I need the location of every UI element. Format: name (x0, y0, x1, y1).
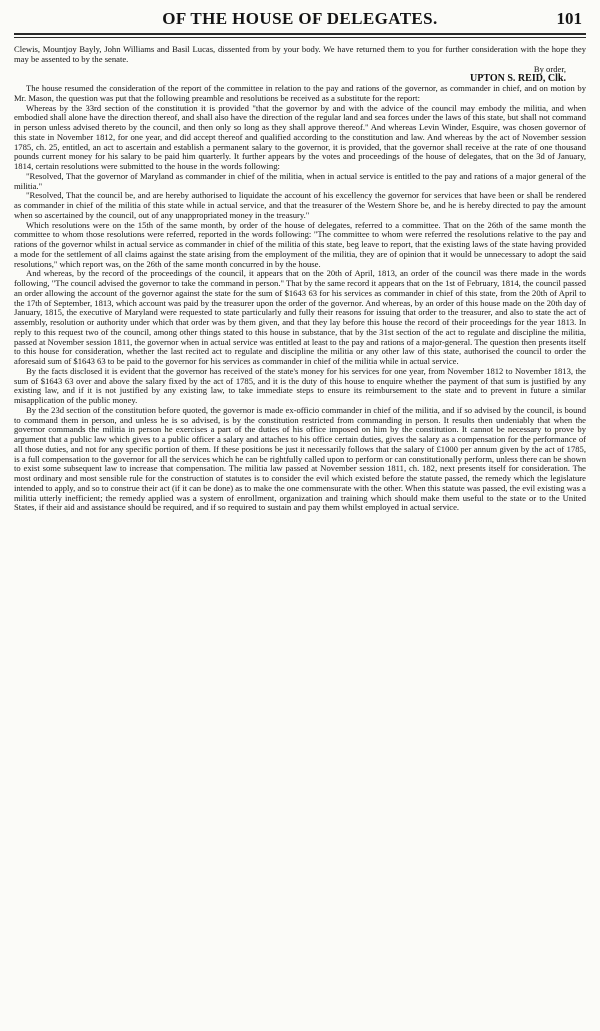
header-rule-thin (14, 37, 586, 38)
paragraph-23d-section: By the 23d section of the constitution before quoted, the governor is made ex-officio commander in chief of the militia, and if so advised by the council, is bound to command them in person, and unless he is so advised, is by the constitution restricted from commanding in person. It results then undeniably that when the governor commands the militia in person he exercises a part of the duties of his office imposed on him by the constitution. It cannot be necessary to prove by argument that a public law which gives to a public officer a salary and attaches to his office certain duties, gives the salary as a compensation for the performance of all those duties, and not for any specific portion of them. If these positions be just it necessarily follows that the salary of £1000 per annum given by the act of 1785, is a full compensation to the governor for all the services which he can be rightfully called upon to perform or can constitutionally perform, unless there can be shown to exist some subsequent law to increase that compensation. The militia law passed at November session 1811, ch. 182, next presents itself for consideration. The most ordinary and most sensible rule for the construction of statutes is to consider the evil which existed before the statute passed, the remedy which the legislature intended to apply, and so to construe their act (if it can be done) as to make the one commensurate with the other. When this statute was passed, the evil existing was a militia utterly inefficient; the remedy applied was a system of enrollment, organization and training which should make them useful to the state or to the United States, if their aid and assistance should be required, and if so required to sustain and pay them whilst employed in actual service. (14, 404, 586, 513)
paragraph-resolved-council: "Resolved, That the council be, and are hereby authorised to liquidate the account of his excellency the governor for services that have been or shall be rendered as commander in chief of the militia of this state while in actual service, and that the treasurer of the Western Shore be, and he is hereby directed to pay the amount when so ascertained by the council, out of any unappropriated money in the treasury." (14, 190, 586, 220)
page-number: 101 (556, 9, 582, 28)
paragraph-council-record: And whereas, by the record of the proceedings of the council, it appears that on the 20th of April, 1813, an order of the council was there made in the words following, "The council advised the governor to take the command in person." That by the same record it appears that on the 1st of February, 1814, the council passed an order allowing the account of the governor against the state for the sum of $1643 63 for his services as commander in chief of this state, from the 20th of April to the 17th of September, 1813, which account was paid by the treasurer upon the order of the governor. And whereas, by an order of this house made on the 20th day of January, 1815, the executive of Maryland were requested to state particularly and fully their reasons for issuing that order to the treasurer, and also to state the act of assembly, resolution or authority under which that order was by them given, and that they lay before this house the record of their proceedings for the year 1813. In reply to this request two of the council, among other things stated to this house in substance, that by the 31st section of the act to regulate and discipline the militia, passed at November session 1811, the governor when in actual service was entitled at least to the pay and rations of a major-general. The question then presents itself to this house for consideration, whether the last recited act to regulate and discipline the militia or any other law of this state, authorised the council to order the aforesaid sum of $1643 63 to be paid to the governor for his services as commander in chief of the militia while in actual service. (14, 268, 586, 366)
clerk-signature: UPTON S. REID, Clk. (470, 73, 566, 85)
page-header (14, 3, 586, 43)
body-text (14, 45, 586, 1029)
header-rule (14, 33, 586, 35)
paragraph-house-resumed: The house resumed the consideration of the report of the committee in relation to the pay and rations of the governor, as commander in chief, and on motion by Mr. Mason, the question was put that the following preamble and resolutions be received as a substitute for the report: (14, 83, 586, 103)
opening-paragraph: Clewis, Mountjoy Bayly, John Williams and Basil Lucas, dissented from by your body. We have returned them to you for further consideration with the hope they may be assented to by the senate. (14, 45, 586, 64)
paragraph-resolved-pay: "Resolved, That the governor of Maryland as commander in chief of the militia, when in actual service is entitled to the pay and rations of a major general of the militia." (14, 170, 586, 191)
paragraph-committee-report: Which resolutions were on the 15th of the same month, by order of the house of delegates, referred to a committee. That on the 26th of the same month the committee to whom those resolutions were referred, reported in the words following: "The committee to whom were referred the resolutions relative to the pay and rations of the governor whilst in actual service as commander in chief of the militia of this state, beg leave to report, that the existing laws of the state having provided a mode for the settlement of all claims against the state arising from the employment of the militia, they are of opinion that it would be unnecessary to adopt the said resolutions," which report was, on the 26th of the same month concurred in by the house. (14, 219, 586, 269)
running-head: OF THE HOUSE OF DELEGATES. (162, 9, 438, 28)
by-order: By order, (533, 63, 566, 74)
paragraph-facts-disclosed: By the facts disclosed it is evident that the governor has received of the state's money for his services for one year, from November 1812 to November 1813, the sum of $1643 63 over and above the salary fixed by the act of 1785, and it is the duty of this house to enquire whether the payment of that sum is justified by any existing law, and if it is not justified by any existing law, to take immediate steps to ensure its reimbursement to the state and to prevent in future a similar misapplication of the public money. (14, 365, 586, 405)
paragraph-whereas-constitution: Whereas by the 33rd section of the constitution it is provided "that the governor by and with the advice of the council may embody the militia, and when embodied shall alone have the direction thereof, and shall also have the direction of the regular land and sea forces under the laws of this state, but shall not command in person unless advised thereto by the council, and then only so long as they shall approve thereof." And whereas Levin Winder, Esquire, was chosen governor of this state in November 1812, for one year, and did accept thereof and qualified according to the constitution and law. And whereas by the act of November session 1785, ch. 25, entitled, an act to ascertain and establish a permanent salary to the governor, it is provided, that the governor shall receive at the rate of one thousand pounds current money for his salary to be paid him quarterly. It further appears by the votes and proceedings of the house of delegates, that on the 3d of January, 1814, certain resolutions were submitted to the house in the words following: (14, 102, 586, 171)
